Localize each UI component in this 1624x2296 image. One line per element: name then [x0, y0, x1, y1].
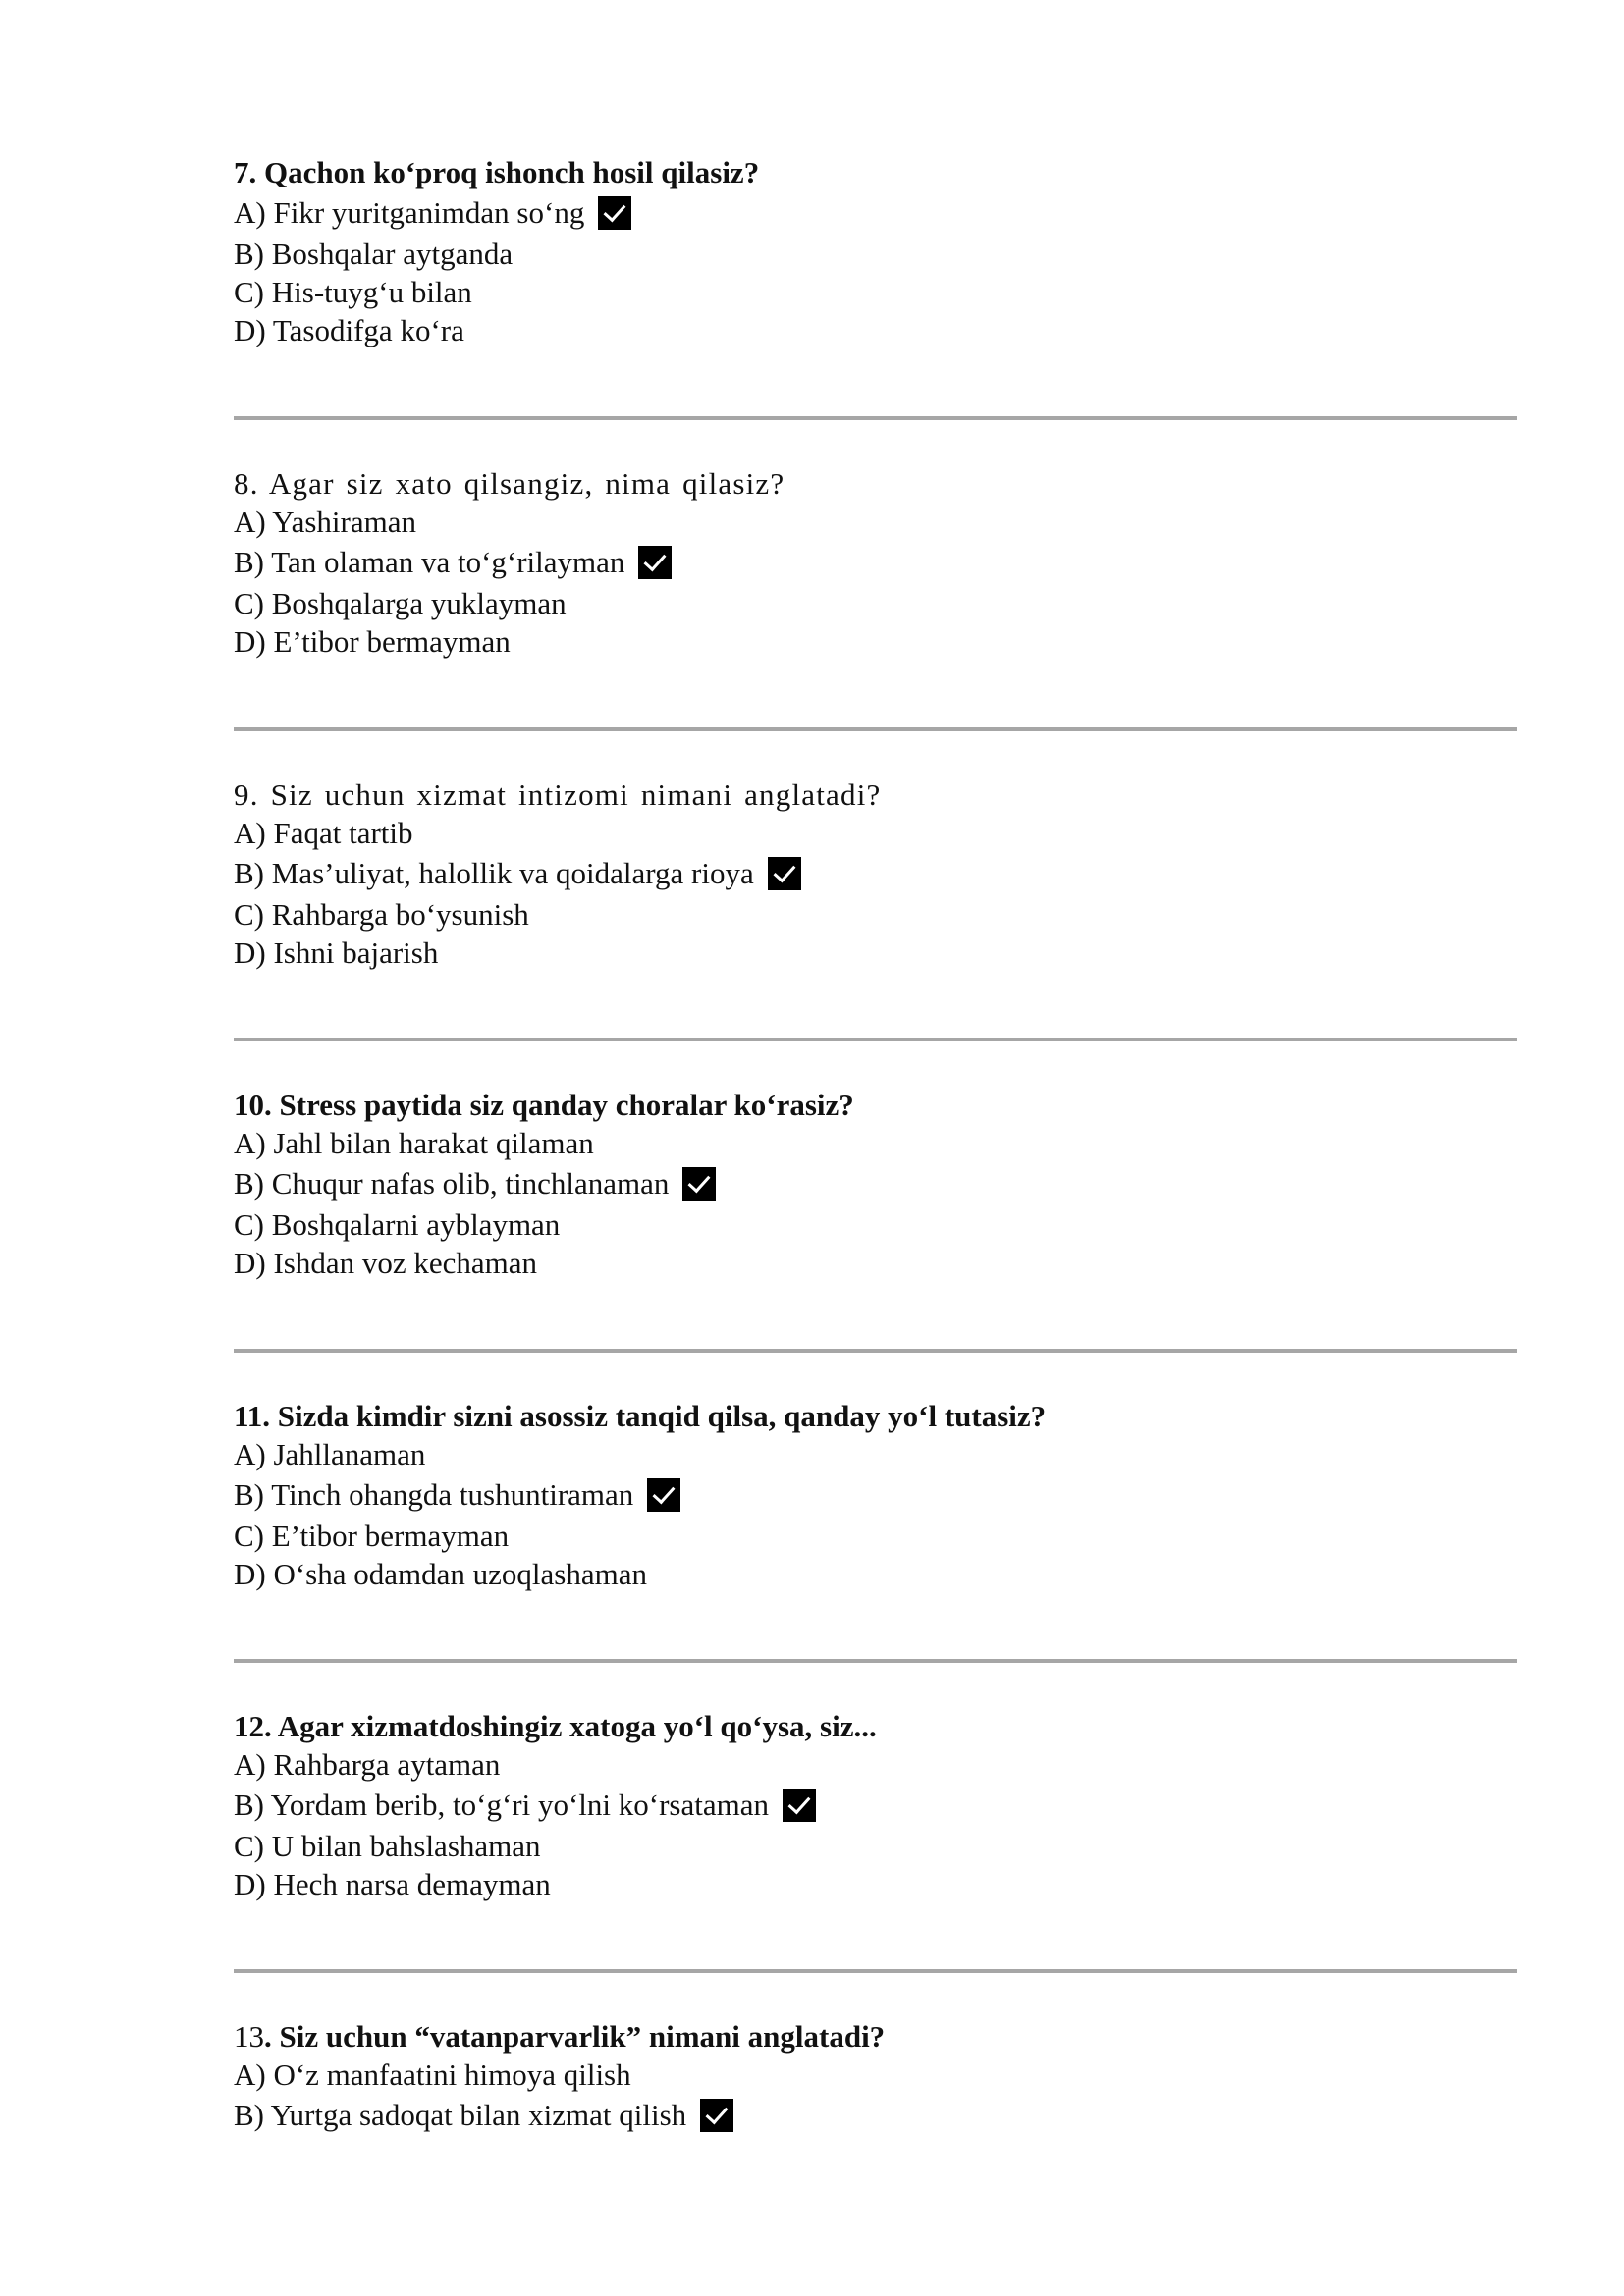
option-a	[234, 1745, 1510, 1784]
checkbox-checked-icon	[700, 2099, 733, 2132]
question-title: 9. Siz uchun xizmat intizomi nimani anglatadi?	[234, 777, 882, 812]
option-label: C) U bilan bahslashaman	[234, 1829, 541, 1863]
option-a	[234, 814, 1510, 852]
option-b	[234, 2094, 1510, 2137]
question-title: 12. Agar xizmatdoshingiz xatoga yo‘l qo‘ysa, siz...	[234, 1709, 877, 1743]
option-label: C) His-tuyg‘u bilan	[234, 275, 472, 309]
option-c	[234, 1205, 1510, 1244]
checkbox-checked-icon	[598, 196, 631, 230]
option-c	[234, 895, 1510, 934]
option-label: A) Rahbarga aytaman	[234, 1747, 501, 1782]
option-label: B) Mas’uliyat, halollik va qoidalarga rioya	[234, 856, 754, 890]
option-label: D) Tasodifga ko‘ra	[234, 313, 464, 347]
question-title	[234, 2017, 1510, 2056]
section-divider	[234, 1969, 1517, 1973]
checkbox-checked-icon	[783, 1789, 816, 1822]
option-label: D) Hech narsa demayman	[234, 1867, 551, 1901]
option-label: B) Tan olaman va to‘g‘rilayman	[234, 545, 625, 579]
option-label: B) Chuqur nafas olib, tinchlanaman	[234, 1166, 670, 1201]
checkbox-checked-icon	[638, 546, 672, 579]
option-label: C) Rahbarga bo‘ysunish	[234, 897, 529, 932]
option-b	[234, 541, 1510, 584]
option-d	[234, 1244, 1510, 1282]
option-b	[234, 1473, 1510, 1517]
option-label: A) Fikr yuritganimdan so‘ng	[234, 195, 585, 230]
option-label: C) Boshqalarga yuklayman	[234, 586, 567, 620]
section-divider	[234, 1659, 1517, 1663]
option-b	[234, 1162, 1510, 1205]
option-label: D) E’tibor bermayman	[234, 624, 511, 659]
option-d	[234, 1865, 1510, 1903]
option-label: A) Yashiraman	[234, 505, 416, 539]
section-divider	[234, 416, 1517, 420]
option-a	[234, 2056, 1510, 2094]
option-label: D) O‘sha odamdan uzoqlashaman	[234, 1557, 647, 1591]
option-d	[234, 311, 1510, 349]
option-a	[234, 503, 1510, 541]
option-label: B) Yordam berib, to‘g‘ri yo‘lni ko‘rsataman	[234, 1788, 769, 1822]
option-label: C) E’tibor bermayman	[234, 1519, 510, 1553]
section-divider	[234, 1349, 1517, 1353]
section-divider	[234, 1038, 1517, 1041]
section-divider	[234, 727, 1517, 731]
option-b	[234, 852, 1510, 895]
option-label: A) Faqat tartib	[234, 816, 413, 850]
option-b	[234, 235, 1510, 273]
option-d	[234, 934, 1510, 972]
option-label: A) Jahl bilan harakat qilaman	[234, 1126, 594, 1160]
question-title: 8. Agar siz xato qilsangiz, nima qilasiz?	[234, 466, 785, 501]
option-c	[234, 584, 1510, 622]
question-number: 13	[234, 2019, 264, 2054]
checkbox-checked-icon	[682, 1167, 716, 1201]
question-9	[234, 775, 1510, 972]
option-label: B) Boshqalar aytganda	[234, 237, 514, 271]
question-8	[234, 464, 1510, 661]
option-label: A) O‘z manfaatini himoya qilish	[234, 2057, 631, 2092]
checkbox-checked-icon	[647, 1478, 680, 1512]
option-label: B) Tinch ohangda tushuntiraman	[234, 1477, 634, 1512]
question-text: . Siz uchun “vatanparvarlik” nimani anglatadi?	[264, 2019, 886, 2054]
question-title: 7. Qachon ko‘proq ishonch hosil qilasiz?	[234, 155, 760, 189]
option-label: D) Ishni bajarish	[234, 935, 439, 970]
question-title: 10. Stress paytida siz qanday choralar ko‘rasiz?	[234, 1088, 854, 1122]
option-c	[234, 1827, 1510, 1865]
option-a	[234, 1435, 1510, 1473]
option-d	[234, 622, 1510, 661]
question-13	[234, 2017, 1510, 2137]
question-title: 11. Sizda kimdir sizni asossiz tanqid qilsa, qanday yo‘l tutasiz?	[234, 1399, 1047, 1433]
option-label: A) Jahllanaman	[234, 1437, 426, 1471]
option-a	[234, 191, 1510, 235]
option-label: B) Yurtga sadoqat bilan xizmat qilish	[234, 2098, 687, 2132]
checkbox-checked-icon	[768, 857, 801, 890]
option-b	[234, 1784, 1510, 1827]
option-a	[234, 1124, 1510, 1162]
question-12	[234, 1707, 1510, 1903]
option-c	[234, 273, 1510, 311]
option-label: C) Boshqalarni ayblayman	[234, 1207, 561, 1242]
option-c	[234, 1517, 1510, 1555]
question-7	[234, 153, 1510, 349]
question-11	[234, 1397, 1510, 1593]
question-10	[234, 1086, 1510, 1282]
option-d	[234, 1555, 1510, 1593]
option-label: D) Ishdan voz kechaman	[234, 1246, 538, 1280]
